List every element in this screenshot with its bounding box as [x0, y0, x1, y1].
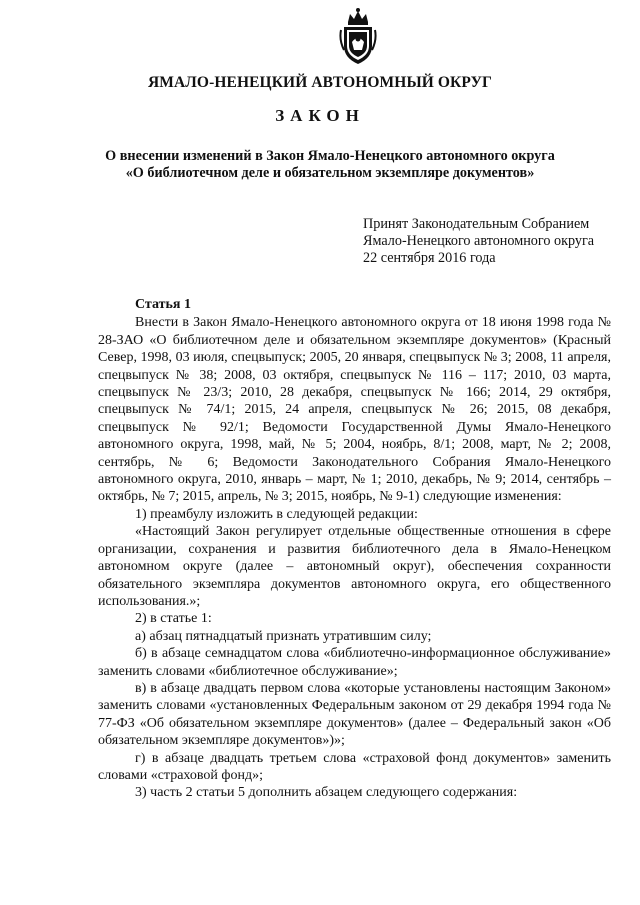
law-title-line: О внесении изменений в Закон Ямало-Ненецкого автономного округа [105, 148, 555, 164]
coat-of-arms-emblem [338, 6, 378, 66]
article-heading: Статья 1 [135, 297, 191, 312]
region-name: ЯМАЛО-НЕНЕЦКИЙ АВТОНОМНЫЙ ОКРУГ [147, 74, 493, 91]
article-body [98, 296, 611, 802]
article-paragraph: 2) в статье 1: [135, 611, 212, 627]
adoption-line: Принят Законодательным Собранием [363, 216, 590, 232]
article-paragraph: а) абзац пятнадцатый признать утратившим силу; [135, 628, 432, 644]
adoption-line: Ямало-Ненецкого автономного округа [363, 233, 595, 250]
article-paragraph: «Настоящий Закон регулирует отдельные общественные отношения в сфере организации, сохранения и развития библиотечного дела в Ямало-Ненецком автономном округе (далее – автономный округ), обеспечения сохранности обязательного экземпляра документов автономного округа, его общественного использования.»; [98, 524, 611, 609]
adoption-notice [363, 216, 594, 268]
article-paragraph: в) в абзаце двадцать первом слова «которые установлены настоящим Законом» заменить словами «установленных Федеральным законом от 29 декабря 1994 года № 77-ФЗ «Об обязательном экземпляре документов» (далее – Федеральный закон «Об обязательном экземпляре документов»)»; [98, 680, 611, 749]
document-type: ЗАКОН [275, 106, 365, 125]
article-paragraph: г) в абзаце двадцать третьем слова «страховой фонд документов» заменить словами «страховой фонд»; [98, 750, 611, 783]
article-paragraph: Внести в Закон Ямало-Ненецкого автономного округа от 18 июня 1998 года № 28-ЗАО «О библиотечном деле и обязательном экземпляре документов» (Красный Север, 1998, 03 июля, спецвыпуск; 2005, 20 января, спецвыпуск № 3; 2008, 11 апреля, спецвыпуск № 38; 2008, 03 октября, спецвыпуск № 116 – 117; 2010, 03 марта, спецвыпуск № 23/3; 2010, 28 декабря, спецвыпуск № 166; 2014, 29 октября, спецвыпуск № 74/1; 2015, 24 апреля, спецвыпуск № 26; 2015, 08 декабря, спецвыпуск № 92/1; Ведомости Государственной Думы Ямало-Ненецкого автономного округа, 1998, май, № 5; 2004, ноябрь, 8/1; 2008, март, № 2; 2008, сентябрь, № 6; Ведомости Законодательного Собрания Ямало-Ненецкого автономного округа, 2010, январь – март, № 1; 2010, декабрь, № 9; 2014, сентябрь – октябрь, № 7; 2015, апрель, № 3; 2015, ноябрь, № 9-1) следующие изменения: [98, 315, 611, 505]
article-paragraph: 1) преамбулу изложить в следующей редакции: [135, 506, 418, 522]
law-title-line: «О библиотечном деле и обязательном экземпляре документов» [125, 165, 535, 181]
adoption-date: 22 сентября 2016 года [363, 250, 496, 267]
law-title [60, 148, 600, 182]
article-paragraph: б) в абзаце семнадцатом слова «библиотечно-информационное обслуживание» заменить словами «библиотечное обслуживание»; [98, 646, 611, 679]
article-paragraph: 3) часть 2 статьи 5 дополнить абзацем следующего содержания: [135, 785, 518, 801]
